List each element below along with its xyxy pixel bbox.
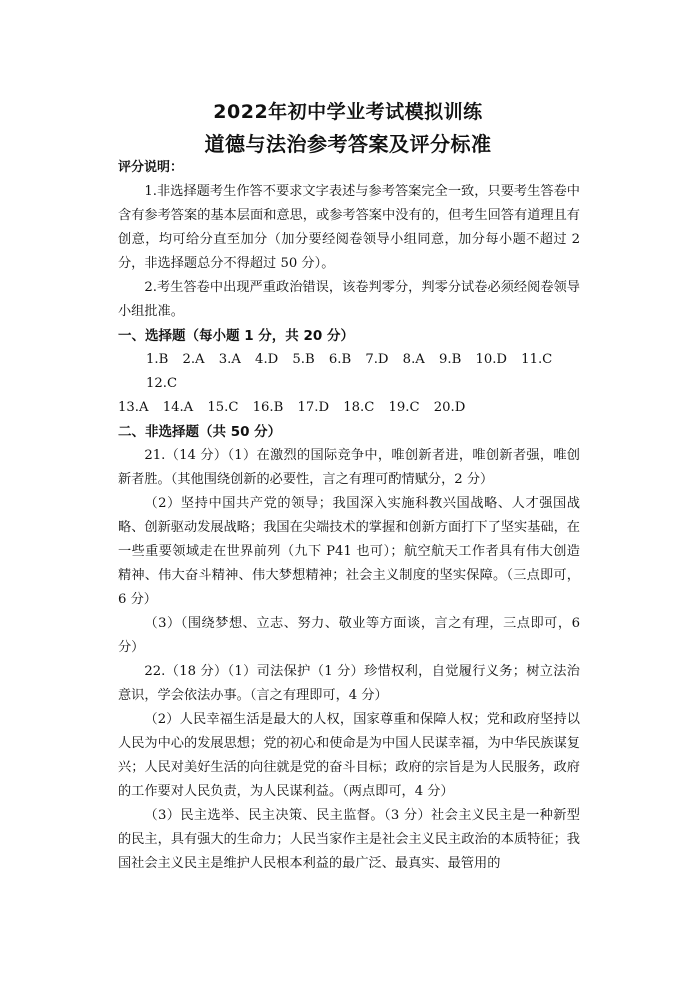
section-heading-nonchoice: 二、非选择题（共 50 分） — [118, 424, 282, 440]
document-body — [118, 156, 580, 876]
answer-q21-part2: （2）坚持中国共产党的领导；我国深入实施科教兴国战略、人才强国战略、创新驱动发展战略；我国在尖端技术的掌握和创新方面打下了坚实基础，在一些重要领域走在世界前列（九下 P41 也可）；航空航天工作者具有伟大创造精神、伟大奋斗精神、伟大梦想精神；社会主义制度的坚实保障。（三点即可，6 分） — [118, 496, 580, 607]
answer-q22-part3: （3）民主选举、民主决策、民主监督。（3 分）社会主义民主是一种新型的民主，具有强大的生命力；人民当家作主是社会主义民主政治的本质特征；我国社会主义民主是维护人民根本利益的最广泛、最真实、最管用的 — [118, 808, 580, 871]
evaluation-note-1: 1.非选择题考生作答不要求文字表述与参考答案完全一致，只要考生答卷中含有参考答案的基本层面和意思，或参考答案中没有的，但考生回答有道理且有创意，均可给分直至加分（加分要经阅卷领导小组同意，加分每小题不超过 2 分，非选择题总分不得超过 50 分）。 — [118, 184, 580, 271]
answer-q22-part2: （2）人民幸福生活是最大的人权，国家尊重和保障人权；党和政府坚持以人民为中心的发展思想；党的初心和使命是为中国人民谋幸福，为中华民族谋复兴；人民对美好生活的向往就是党的奋斗目标；政府的宗旨是为人民服务，政府的工作要对人民负责，为人民谋利益。（两点即可，4 分） — [118, 712, 580, 799]
answer-q21-part3: （3）（围绕梦想、立志、努力、敬业等方面谈，言之有理，三点即可，6 分） — [118, 616, 580, 655]
answer-q22-part1: 22.（18 分）（1）司法保护（1 分）珍惜权利，自觉履行义务；树立法治意识，学会依法办事。（言之有理即可，4 分） — [118, 664, 580, 703]
evaluation-note-2: 2.考生答卷中出现严重政治错误，该卷判零分，判零分试卷必须经阅卷领导小组批准。 — [118, 280, 580, 319]
document-title: 2022年初中学业考试模拟训练 — [213, 101, 483, 123]
answer-q21-part1: 21.（14 分）（1）在激烈的国际竞争中，唯创新者进，唯创新者强，唯创新者胜。（其他围绕创新的必要性，言之有理可酌情赋分，2 分） — [118, 448, 580, 487]
evaluation-label: 评分说明： — [118, 160, 184, 175]
section-heading-choice: 一、选择题（每小题 1 分，共 20 分） — [118, 328, 354, 344]
choice-answers-line-1: 1.B 2.A 3.A 4.D 5.B 6.B 7.D 8.A 9.B 10.D 11.C 12.C — [146, 352, 553, 391]
document-subtitle: 道德与法治参考答案及评分标准 — [204, 132, 492, 156]
choice-answers-line-2: 13.A 14.A 15.C 16.B 17.D 18.C 19.C 20.D — [118, 400, 466, 415]
